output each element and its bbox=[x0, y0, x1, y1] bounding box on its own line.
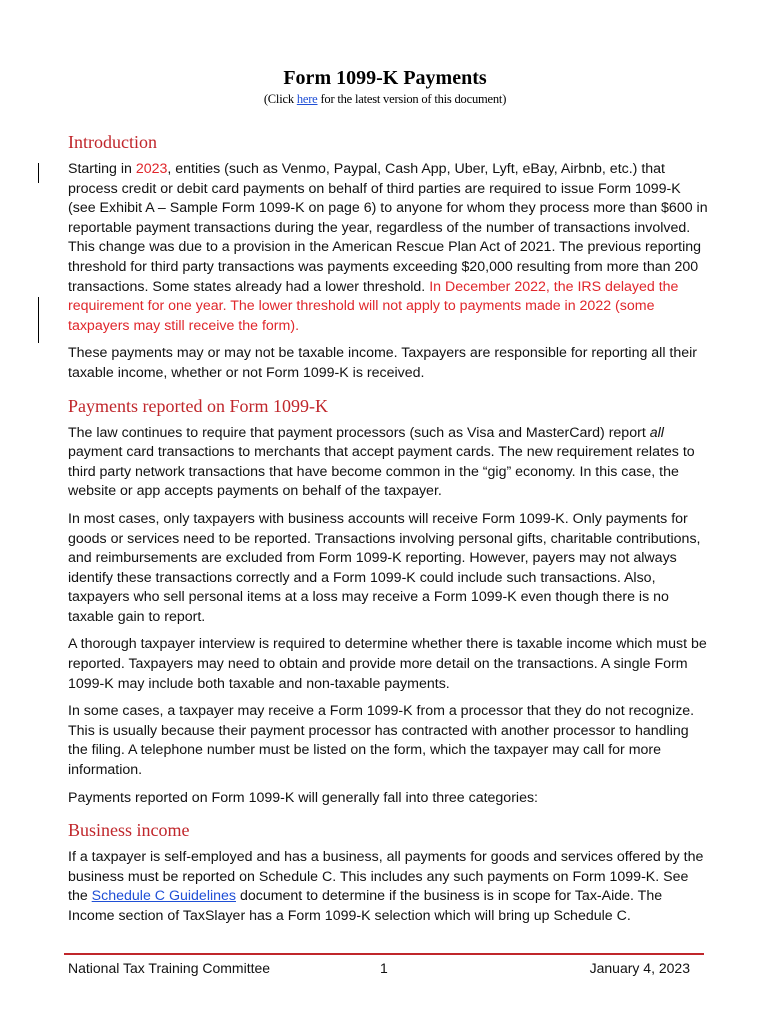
text-run: payment card transactions to merchants that accept payment cards. The new requirement relates to third party network transactions that have become common in the “gig” economy. In this case, the website or app accepts payments on behalf of the taxpayer. bbox=[68, 444, 695, 500]
schedule-c-guidelines-link[interactable]: Schedule C Guidelines bbox=[91, 888, 236, 905]
payments-paragraph-4: In some cases, a taxpayer may receive a Form 1099-K from a processor that they do not recognize. This is usually because their payment processor has contracted with another processor to handling the filing. A telephone number must be listed on the form, which the taxpayer may call for more information. bbox=[68, 703, 695, 779]
section-heading-business-income: Business income bbox=[68, 820, 190, 841]
introduction-paragraph-1 bbox=[68, 160, 708, 336]
change-bar bbox=[38, 297, 39, 343]
section-heading-payments-reported: Payments reported on Form 1099-K bbox=[68, 395, 328, 416]
payments-paragraph-2: In most cases, only taxpayers with business accounts will receive Form 1099-K. Only payments for goods or services need to be reported. Transactions involving personal gifts, charitable contributions, and reimbursements are excluded from Form 1099-K reporting. However, payers may not always identify these transactions correctly and a Form 1099-K could include such transactions. Also, taxpayers who sell personal items at a loss may receive a Form 1099-K even though there is no taxable gain to report. bbox=[68, 510, 701, 625]
document-title: Form 1099-K Payments bbox=[283, 67, 487, 89]
payments-paragraph-5: Payments reported on Form 1099-K will generally fall into three categories: bbox=[68, 789, 538, 806]
subtitle-suffix: for the latest version of this document) bbox=[317, 92, 507, 106]
document-body bbox=[68, 130, 708, 935]
introduction-paragraph-2: These payments may or may not be taxable income. Taxpayers are responsible for reporting all their taxable income, whether or not Form 1099-K is received. bbox=[68, 345, 698, 381]
highlight-year: 2023 bbox=[135, 161, 168, 177]
section-heading-introduction: Introduction bbox=[68, 132, 157, 152]
text-run: If a taxpayer is self-employed and has a business, all payments for goods and services offered by the business must be reported on Schedule C. This includes any such payments on Form 1099-K. See the bbox=[68, 849, 704, 905]
payments-paragraph-1 bbox=[68, 424, 708, 502]
footer-divider bbox=[64, 953, 704, 955]
document-subtitle bbox=[0, 92, 770, 107]
footer-page-number: 1 bbox=[380, 960, 388, 976]
latest-version-link[interactable]: here bbox=[296, 92, 318, 106]
text-run: Starting in bbox=[68, 161, 136, 177]
footer-organization: National Tax Training Committee bbox=[68, 960, 271, 976]
text-run: , entities (such as Venmo, Paypal, Cash App, Uber, Lyft, eBay, Airbnb, etc.) that process credit or debit card payments on behalf of third parties are required to issue Form 1099-K (see Exhibit A – Sample Form 1099-K on page 6) to anyone for whom they process more than $600 in reportable payment transactions during the year, regardless of the number of transactions involved. This change was due to a provision in the American Rescue Plan Act of 2021. The previous reporting threshold for third party transactions was payments exceeding $20,000 resulting from more than 200 transactions. Some states already had a lower threshold. bbox=[68, 161, 708, 295]
highlight-update: In December 2022, the IRS delayed the requirement for one year. The lower threshold will not apply to payments made in 2022 (some taxpayers may still receive the form). bbox=[68, 278, 679, 334]
business-income-paragraph-1 bbox=[68, 848, 708, 926]
payments-paragraph-3: A thorough taxpayer interview is required to determine whether there is taxable income which must be reported. Taxpayers may need to obtain and provide more detail on the transactions. A single Form 1099-K may include both taxable and non-taxable payments. bbox=[68, 636, 707, 692]
footer-date: January 4, 2023 bbox=[589, 960, 690, 976]
subtitle-prefix: (Click bbox=[263, 92, 297, 106]
emphasis-text: all bbox=[649, 424, 664, 441]
text-run: document to determine if the business is in scope for Tax-Aide. The Income section of TaxSlayer has a Form 1099-K selection which will bring up Schedule C. bbox=[68, 888, 663, 924]
text-run: The law continues to require that payment processors (such as Visa and MasterCard) report bbox=[68, 424, 650, 441]
change-bar bbox=[38, 163, 39, 183]
